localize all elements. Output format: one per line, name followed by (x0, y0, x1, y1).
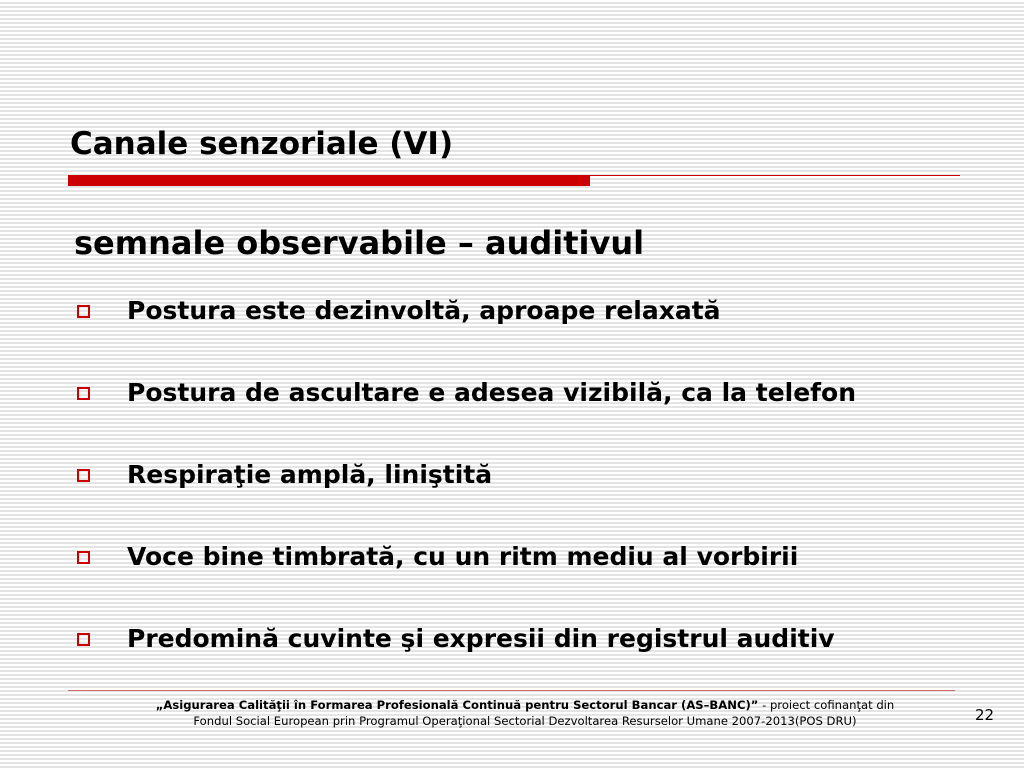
footer-divider (68, 690, 955, 691)
hollow-square-bullet-icon (77, 305, 90, 318)
footer-cofinance-text: - proiect cofinanţat din (758, 698, 895, 712)
footer-project-name: „Asigurarea Calităţii în Formarea Profesională Continuă pentru Sectorul Bancar (AS–BANC)” (155, 698, 759, 712)
hollow-square-bullet-icon (77, 551, 90, 564)
bullet-text: Predomină cuvinte şi expresii din registrul auditiv (127, 624, 835, 653)
hollow-square-bullet-icon (77, 469, 90, 482)
bullet-text: Respiraţie amplă, liniştită (127, 460, 493, 489)
footer-program-text: Fondul Social European prin Programul Operaţional Sectorial Dezvoltarea Resurselor Umane 2007-2013(POS DRU) (193, 714, 857, 728)
hollow-square-bullet-icon (77, 387, 90, 400)
bullet-text: Postura este dezinvoltă, aproape relaxată (127, 296, 721, 325)
bullet-text: Voce bine timbrată, cu un ritm mediu al vorbirii (127, 542, 799, 571)
title-underline-thick (68, 175, 590, 186)
bullet-text: Postura de ascultare e adesea vizibilă, ca la telefon (127, 378, 857, 407)
slide-title: Canale senzoriale (VI) (70, 126, 454, 162)
footer-credits (105, 697, 945, 729)
slide-subtitle: semnale observabile – auditivul (74, 224, 645, 262)
title-underline-thin (590, 175, 960, 176)
hollow-square-bullet-icon (77, 633, 90, 646)
page-number: 22 (975, 706, 995, 724)
